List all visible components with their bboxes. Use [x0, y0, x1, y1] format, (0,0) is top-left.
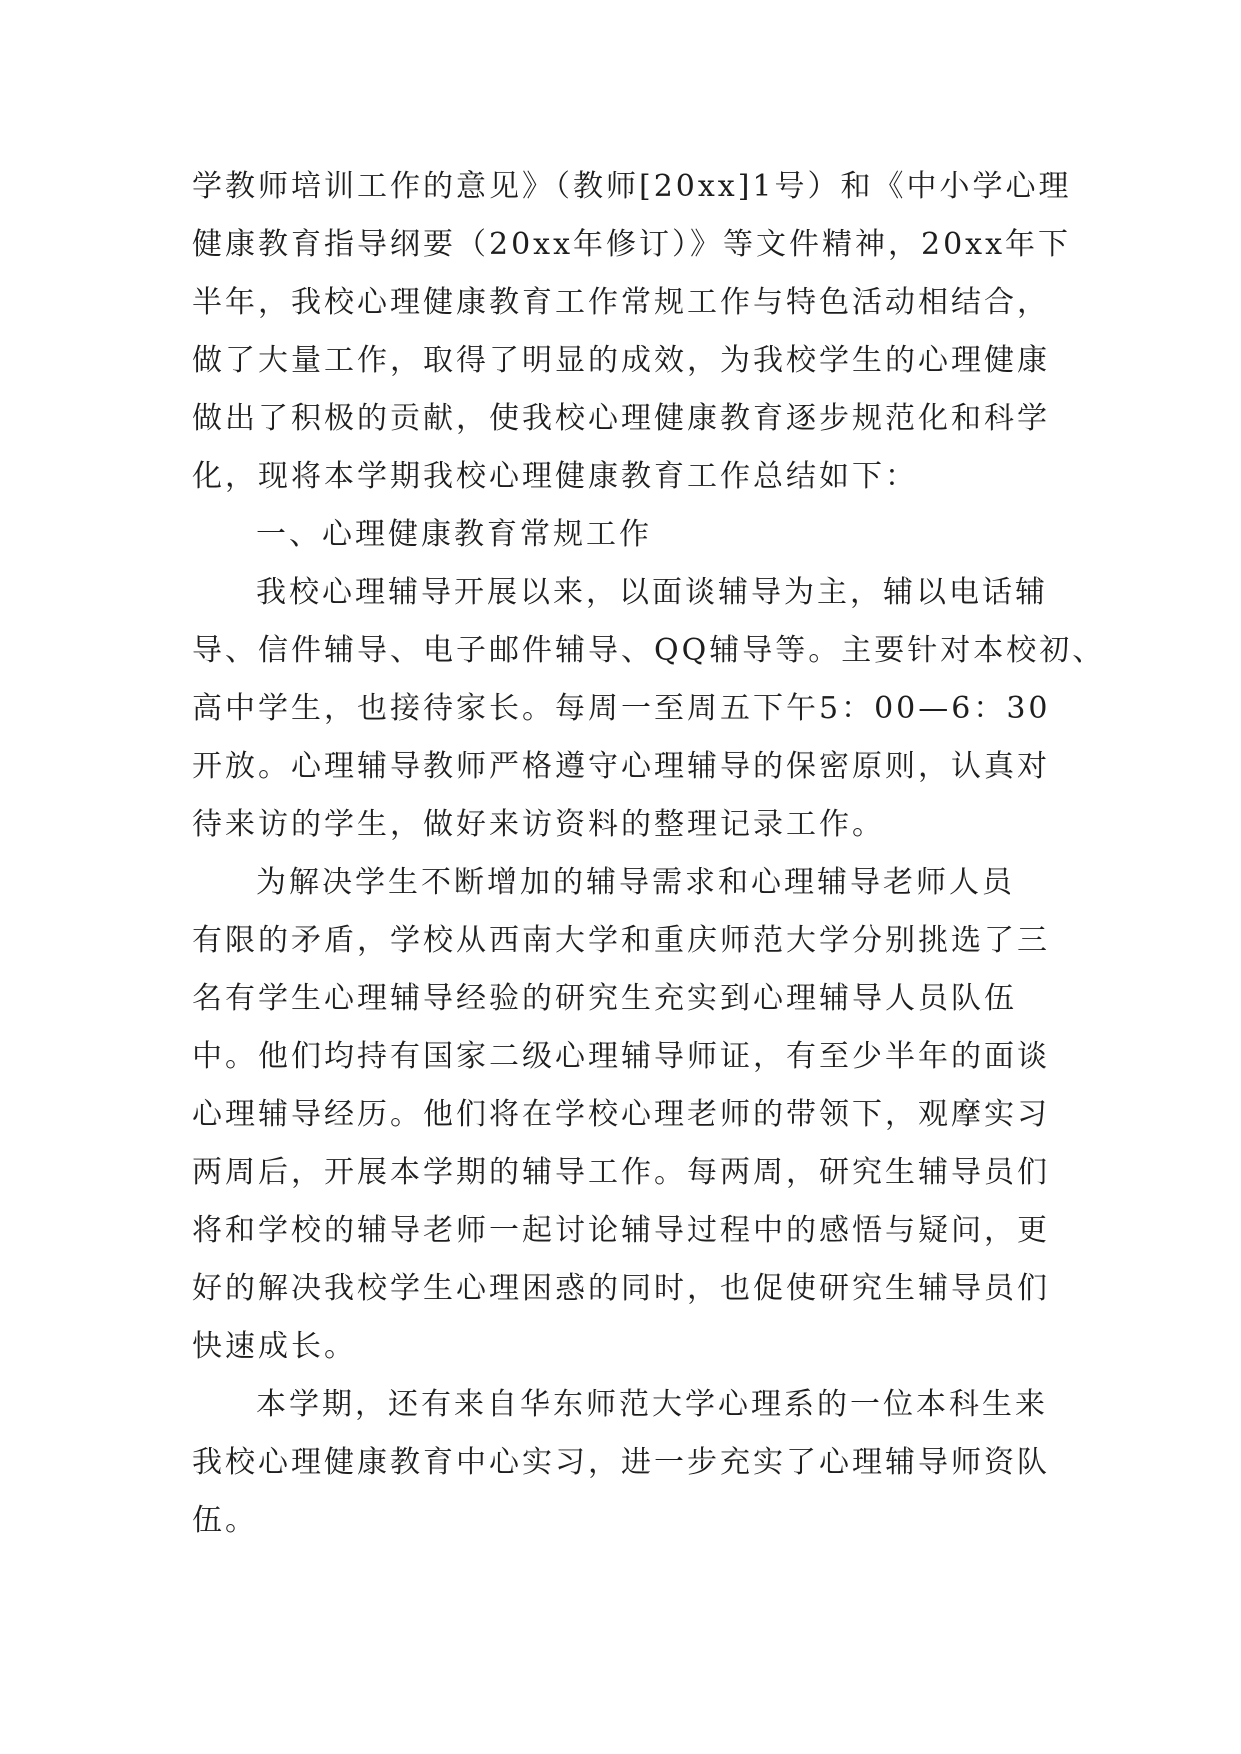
text-line: 我校心理辅导开展以来，以面谈辅导为主，辅以电话辅	[256, 575, 1048, 610]
text-line: 我校心理健康教育中心实习，进一步充实了心理辅导师资队	[192, 1445, 1050, 1480]
text-line: 中。他们均持有国家二级心理辅导师证，有至少半年的面谈	[192, 1039, 1050, 1074]
text-line: 快速成长。	[192, 1329, 357, 1364]
text-line: 伍。	[192, 1503, 258, 1538]
text-line: 名有学生心理辅导经验的研究生充实到心理辅导人员队伍	[192, 981, 1017, 1016]
text-line: 好的解决我校学生心理困惑的同时，也促使研究生辅导员们	[192, 1271, 1050, 1306]
text-line: 化，现将本学期我校心理健康教育工作总结如下：	[192, 459, 918, 494]
text-line: 做出了积极的贡献，使我校心理健康教育逐步规范化和科学	[192, 401, 1050, 436]
text-line: 做了大量工作，取得了明显的成效，为我校学生的心理健康	[192, 343, 1050, 378]
section-heading: 一、心理健康教育常规工作	[256, 517, 652, 552]
text-line: 有限的矛盾，学校从西南大学和重庆师范大学分别挑选了三	[192, 923, 1050, 958]
text-line: 高中学生，也接待家长。每周一至周五下午5：00—6：30	[192, 691, 1051, 726]
text-line: 将和学校的辅导老师一起讨论辅导过程中的感悟与疑问，更	[192, 1213, 1050, 1248]
text-line: 心理辅导经历。他们将在学校心理老师的带领下，观摩实习	[192, 1097, 1050, 1132]
text-line: 本学期，还有来自华东师范大学心理系的一位本科生来	[256, 1387, 1048, 1422]
text-line: 健康教育指导纲要（20xx年修订）》等文件精神，20xx年下	[192, 227, 1072, 262]
text-line: 待来访的学生，做好来访资料的整理记录工作。	[192, 807, 885, 842]
text-line: 开放。心理辅导教师严格遵守心理辅导的保密原则，认真对	[192, 749, 1050, 784]
document-body	[192, 158, 1106, 1550]
text-line: 为解决学生不断增加的辅导需求和心理辅导老师人员	[256, 865, 1015, 900]
text-line: 两周后，开展本学期的辅导工作。每两周，研究生辅导员们	[192, 1155, 1050, 1190]
text-line: 导、信件辅导、电子邮件辅导、QQ辅导等。主要针对本校初、	[192, 633, 1106, 668]
text-line: 学教师培训工作的意见》（教师[20xx]1号）和《中小学心理	[192, 169, 1072, 204]
text-line: 半年，我校心理健康教育工作常规工作与特色活动相结合，	[192, 285, 1050, 320]
